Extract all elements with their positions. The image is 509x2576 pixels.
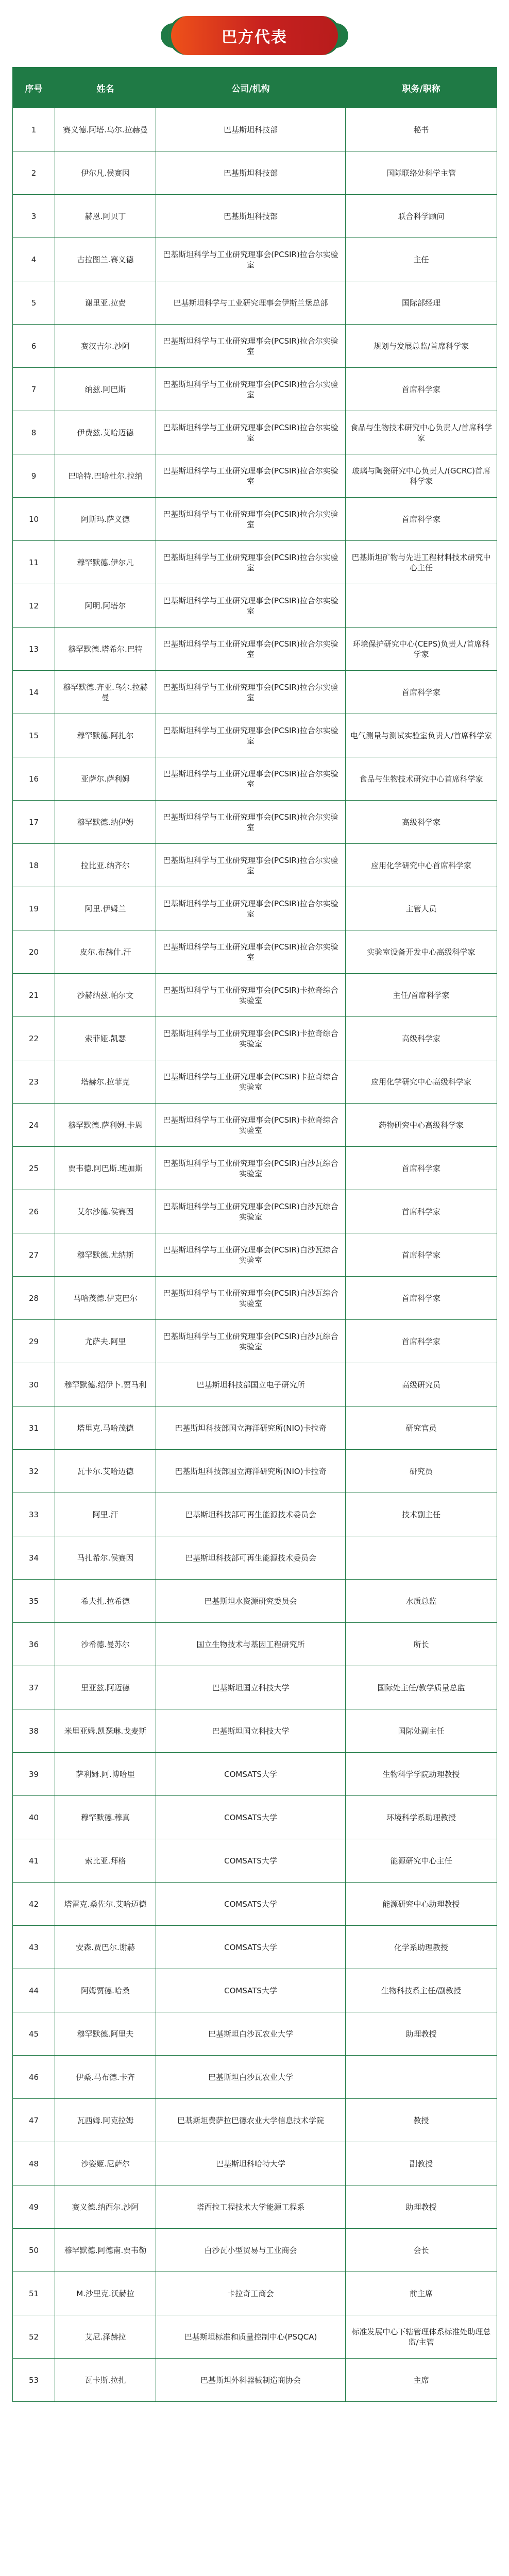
table-row	[13, 628, 497, 671]
cell-organization: 巴基斯坦科学与工业研究理事会(PCSIR)卡拉奇综合实验室	[156, 974, 346, 1017]
cell-name: 赛义德.阿塔.乌尔.拉赫曼	[55, 108, 156, 151]
cell-organization: 巴基斯坦标准和质量控制中心(PSQCA)	[156, 2315, 346, 2359]
table-row	[13, 1969, 497, 2012]
cell-position: 首席科学家	[346, 671, 497, 714]
cell-organization: 巴基斯坦科学与工业研究理事会(PCSIR)卡拉奇综合实验室	[156, 1017, 346, 1060]
table-row	[13, 1926, 497, 1969]
cell-position: 能源研究中心助理教授	[346, 1883, 497, 1926]
cell-name: 赛汉吉尔.沙阿	[55, 325, 156, 368]
cell-position: 国际联络处科学主管	[346, 151, 497, 195]
cell-name: 塔赫尔.拉菲克	[55, 1060, 156, 1104]
cell-index: 38	[13, 1709, 55, 1753]
cell-position: 首席科学家	[346, 1190, 497, 1233]
title-banner	[0, 15, 509, 56]
cell-organization: COMSATS大学	[156, 1839, 346, 1883]
cell-index: 24	[13, 1104, 55, 1147]
cell-name: 沙希德.曼苏尔	[55, 1623, 156, 1666]
table-row	[13, 2012, 497, 2056]
cell-position: 电气测量与测试实验室负责人/首席科学家	[346, 714, 497, 757]
cell-name: 里亚兹.阿迈德	[55, 1666, 156, 1709]
cell-name: 阿里.汗	[55, 1493, 156, 1536]
cell-index: 18	[13, 844, 55, 887]
cell-organization: 国立生物技术与基因工程研究所	[156, 1623, 346, 1666]
table-row	[13, 2185, 497, 2229]
cell-organization: 巴基斯坦费萨拉巴德农业大学信息技术学院	[156, 2099, 346, 2142]
cell-position: 高级研究员	[346, 1363, 497, 1406]
cell-name: 谢里亚.拉费	[55, 281, 156, 325]
table-header-row	[13, 67, 497, 108]
table-row	[13, 1147, 497, 1190]
table-row	[13, 1320, 497, 1363]
cell-name: 塔里克.马哈茂德	[55, 1406, 156, 1450]
cell-position: 联合科学顾问	[346, 195, 497, 238]
cell-name: 穆罕默德.绍伊卜.贾马利	[55, 1363, 156, 1406]
cell-position: 所长	[346, 1623, 497, 1666]
cell-position: 秘书	[346, 108, 497, 151]
cell-organization: 巴基斯坦科学与工业研究理事会(PCSIR)拉合尔实验室	[156, 238, 346, 281]
cell-position: 教授	[346, 2099, 497, 2142]
table-row	[13, 974, 497, 1017]
cell-index: 2	[13, 151, 55, 195]
table-row	[13, 1060, 497, 1104]
table-row	[13, 1363, 497, 1406]
cell-index: 8	[13, 411, 55, 454]
cell-position: 应用化学研究中心高级科学家	[346, 1060, 497, 1104]
cell-organization: 巴基斯坦科学与工业研究理事会(PCSIR)拉合尔实验室	[156, 844, 346, 887]
cell-position: 助理教授	[346, 2185, 497, 2229]
cell-name: 穆罕默德.纳伊姆	[55, 801, 156, 844]
table-row	[13, 2229, 497, 2272]
cell-name: 纳兹.阿巴斯	[55, 368, 156, 411]
table-row	[13, 2359, 497, 2402]
cell-name: 马扎希尔.侯赛因	[55, 1536, 156, 1580]
cell-position: 高级科学家	[346, 801, 497, 844]
cell-name: 沙赫纳兹.帕尔文	[55, 974, 156, 1017]
cell-index: 16	[13, 757, 55, 801]
table-row	[13, 1709, 497, 1753]
cell-index: 29	[13, 1320, 55, 1363]
cell-name: 阿斯玛.萨义德	[55, 498, 156, 541]
table-row	[13, 714, 497, 757]
cell-organization: 巴基斯坦科学与工业研究理事会伊斯兰堡总部	[156, 281, 346, 325]
cell-organization: COMSATS大学	[156, 1969, 346, 2012]
cell-organization: 巴基斯坦科学与工业研究理事会(PCSIR)拉合尔实验室	[156, 930, 346, 974]
cell-organization: 巴基斯坦科学与工业研究理事会(PCSIR)白沙瓦综合实验室	[156, 1147, 346, 1190]
cell-organization: 巴基斯坦科学与工业研究理事会(PCSIR)拉合尔实验室	[156, 801, 346, 844]
table-row	[13, 238, 497, 281]
cell-name: 萨利姆.阿.博哈里	[55, 1753, 156, 1796]
table-row	[13, 887, 497, 930]
table-row	[13, 584, 497, 628]
cell-index: 33	[13, 1493, 55, 1536]
cell-position: 食品与生物技术研究中心首席科学家	[346, 757, 497, 801]
table-row	[13, 930, 497, 974]
cell-position: 高级科学家	[346, 1017, 497, 1060]
cell-index: 21	[13, 974, 55, 1017]
header-name: 姓名	[55, 67, 156, 108]
table-row	[13, 1190, 497, 1233]
table-row	[13, 1839, 497, 1883]
table-row	[13, 1536, 497, 1580]
table-row	[13, 151, 497, 195]
table-body	[13, 108, 497, 2402]
cell-organization: 巴基斯坦科技部	[156, 151, 346, 195]
table-row	[13, 671, 497, 714]
table-row	[13, 1883, 497, 1926]
cell-name: 穆罕默德.塔希尔.巴特	[55, 628, 156, 671]
cell-name: 赛义德.纳西尔.沙阿	[55, 2185, 156, 2229]
cell-organization: 巴基斯坦科学与工业研究理事会(PCSIR)白沙瓦综合实验室	[156, 1277, 346, 1320]
table-row	[13, 498, 497, 541]
cell-position: 主席	[346, 2359, 497, 2402]
cell-organization: 巴基斯坦科技部可再生能源技术委员会	[156, 1536, 346, 1580]
cell-index: 51	[13, 2272, 55, 2315]
cell-name: 穆罕默德.阿扎尔	[55, 714, 156, 757]
cell-name: 索比亚.拜格	[55, 1839, 156, 1883]
cell-organization: 巴基斯坦科学与工业研究理事会(PCSIR)拉合尔实验室	[156, 325, 346, 368]
table-row	[13, 108, 497, 151]
cell-position: 玻璃与陶瓷研究中心负责人/(GCRC)首席科学家	[346, 454, 497, 498]
cell-organization: 巴基斯坦科技部国立电子研究所	[156, 1363, 346, 1406]
table-row	[13, 1104, 497, 1147]
cell-name: 穆罕默德.阿德南.贾韦勒	[55, 2229, 156, 2272]
cell-organization: 巴基斯坦科学与工业研究理事会(PCSIR)拉合尔实验室	[156, 541, 346, 584]
table-row	[13, 2272, 497, 2315]
cell-organization: 巴基斯坦科学与工业研究理事会(PCSIR)卡拉奇综合实验室	[156, 1060, 346, 1104]
cell-organization: 巴基斯坦科学与工业研究理事会(PCSIR)拉合尔实验室	[156, 498, 346, 541]
cell-name: 拉比亚.纳齐尔	[55, 844, 156, 887]
cell-position: 副教授	[346, 2142, 497, 2185]
header-position: 职务/职称	[346, 67, 497, 108]
cell-organization: 巴基斯坦白沙瓦农业大学	[156, 2012, 346, 2056]
cell-position: 生物科技系主任/副教授	[346, 1969, 497, 2012]
cell-organization: 巴基斯坦科学与工业研究理事会(PCSIR)拉合尔实验室	[156, 368, 346, 411]
cell-position: 规划与发展总监/首席科学家	[346, 325, 497, 368]
cell-name: M.沙里克.沃赫拉	[55, 2272, 156, 2315]
cell-position: 研究官员	[346, 1406, 497, 1450]
cell-name: 沙姿姬.尼萨尔	[55, 2142, 156, 2185]
cell-organization: 巴基斯坦国立科技大学	[156, 1709, 346, 1753]
cell-position: 国际部经理	[346, 281, 497, 325]
cell-name: 瓦西姆.阿克拉姆	[55, 2099, 156, 2142]
cell-name: 穆罕默德.齐亚.乌尔.拉赫曼	[55, 671, 156, 714]
cell-name: 阿明.阿塔尔	[55, 584, 156, 628]
table-row	[13, 2142, 497, 2185]
cell-name: 皮尔.布赫什.汗	[55, 930, 156, 974]
cell-index: 44	[13, 1969, 55, 2012]
cell-name: 古拉图兰.赛义德	[55, 238, 156, 281]
cell-index: 31	[13, 1406, 55, 1450]
cell-index: 32	[13, 1450, 55, 1493]
cell-position	[346, 1536, 497, 1580]
cell-index: 36	[13, 1623, 55, 1666]
cell-index: 27	[13, 1233, 55, 1277]
table-row	[13, 1753, 497, 1796]
cell-position: 首席科学家	[346, 1147, 497, 1190]
table-row	[13, 1017, 497, 1060]
table-row	[13, 1623, 497, 1666]
table-row	[13, 844, 497, 887]
cell-index: 28	[13, 1277, 55, 1320]
cell-index: 52	[13, 2315, 55, 2359]
cell-organization: 巴基斯坦科技部国立海洋研究所(NIO)卡拉奇	[156, 1450, 346, 1493]
cell-index: 10	[13, 498, 55, 541]
cell-organization: 巴基斯坦科学与工业研究理事会(PCSIR)拉合尔实验室	[156, 584, 346, 628]
cell-position: 会长	[346, 2229, 497, 2272]
table-row	[13, 801, 497, 844]
cell-name: 艾尔沙德.侯赛因	[55, 1190, 156, 1233]
table-row	[13, 1796, 497, 1839]
cell-organization: 巴基斯坦科哈特大学	[156, 2142, 346, 2185]
cell-index: 37	[13, 1666, 55, 1709]
cell-index: 30	[13, 1363, 55, 1406]
cell-index: 17	[13, 801, 55, 844]
cell-position: 国际处副主任	[346, 1709, 497, 1753]
cell-name: 赫恩.阿贝丁	[55, 195, 156, 238]
cell-organization: 巴基斯坦科学与工业研究理事会(PCSIR)拉合尔实验室	[156, 671, 346, 714]
cell-organization: 巴基斯坦科学与工业研究理事会(PCSIR)拉合尔实验室	[156, 454, 346, 498]
cell-index: 39	[13, 1753, 55, 1796]
cell-name: 索菲娅.凯瑟	[55, 1017, 156, 1060]
cell-position: 助理教授	[346, 2012, 497, 2056]
cell-organization: 巴基斯坦科技部可再生能源技术委员会	[156, 1493, 346, 1536]
cell-name: 穆罕默德.穆真	[55, 1796, 156, 1839]
cell-index: 48	[13, 2142, 55, 2185]
table-row	[13, 281, 497, 325]
table-row	[13, 195, 497, 238]
cell-index: 13	[13, 628, 55, 671]
cell-position: 巴基斯坦矿物与先进工程材料技术研究中心主任	[346, 541, 497, 584]
cell-index: 6	[13, 325, 55, 368]
cell-index: 15	[13, 714, 55, 757]
cell-position: 研究员	[346, 1450, 497, 1493]
cell-index: 49	[13, 2185, 55, 2229]
cell-name: 贾韦德.阿巴斯.班加斯	[55, 1147, 156, 1190]
cell-organization: 巴基斯坦科学与工业研究理事会(PCSIR)白沙瓦综合实验室	[156, 1233, 346, 1277]
cell-index: 42	[13, 1883, 55, 1926]
cell-name: 塔雷克.桑佐尔.艾哈迈德	[55, 1883, 156, 1926]
table-row	[13, 1233, 497, 1277]
cell-name: 米里亚姆.凯瑟琳.戈麦斯	[55, 1709, 156, 1753]
cell-organization: 巴基斯坦科学与工业研究理事会(PCSIR)卡拉奇综合实验室	[156, 1104, 346, 1147]
cell-position: 药物研究中心高级科学家	[346, 1104, 497, 1147]
cell-index: 4	[13, 238, 55, 281]
cell-name: 阿里.伊姆兰	[55, 887, 156, 930]
cell-name: 亚萨尔.萨利姆	[55, 757, 156, 801]
cell-organization: 巴基斯坦科学与工业研究理事会(PCSIR)拉合尔实验室	[156, 714, 346, 757]
cell-index: 46	[13, 2056, 55, 2099]
cell-position: 化学系助理教授	[346, 1926, 497, 1969]
cell-organization: 巴基斯坦科学与工业研究理事会(PCSIR)拉合尔实验室	[156, 628, 346, 671]
cell-position: 标准发展中心下辖管理体系标准处助理总监/主管	[346, 2315, 497, 2359]
cell-index: 43	[13, 1926, 55, 1969]
page-title: 巴方代表	[222, 28, 287, 46]
cell-index: 22	[13, 1017, 55, 1060]
cell-organization: 巴基斯坦水资源研究委员会	[156, 1580, 346, 1623]
cell-index: 9	[13, 454, 55, 498]
cell-position: 首席科学家	[346, 1277, 497, 1320]
cell-index: 11	[13, 541, 55, 584]
representatives-table	[12, 67, 497, 2402]
cell-position: 生物科学学院助理教授	[346, 1753, 497, 1796]
cell-organization: 巴基斯坦外科器械制造商协会	[156, 2359, 346, 2402]
cell-index: 35	[13, 1580, 55, 1623]
cell-organization: 巴基斯坦科学与工业研究理事会(PCSIR)拉合尔实验室	[156, 757, 346, 801]
table-row	[13, 2056, 497, 2099]
cell-position	[346, 2056, 497, 2099]
table-row	[13, 325, 497, 368]
cell-position: 前主席	[346, 2272, 497, 2315]
cell-position: 主任	[346, 238, 497, 281]
cell-name: 希夫扎.拉希德	[55, 1580, 156, 1623]
cell-organization: 卡拉奇工商会	[156, 2272, 346, 2315]
cell-name: 伊桑.马布德.卡齐	[55, 2056, 156, 2099]
cell-name: 伊尔凡.侯赛因	[55, 151, 156, 195]
cell-name: 穆罕默德.尤纳斯	[55, 1233, 156, 1277]
cell-name: 瓦卡尔.艾哈迈德	[55, 1450, 156, 1493]
cell-name: 艾尼.泽赫拉	[55, 2315, 156, 2359]
header-index: 序号	[13, 67, 55, 108]
cell-organization: COMSATS大学	[156, 1753, 346, 1796]
cell-organization: COMSATS大学	[156, 1796, 346, 1839]
cell-name: 巴哈特.巴哈杜尔.拉纳	[55, 454, 156, 498]
cell-index: 23	[13, 1060, 55, 1104]
table-row	[13, 368, 497, 411]
cell-index: 14	[13, 671, 55, 714]
cell-position: 首席科学家	[346, 1233, 497, 1277]
cell-position: 能源研究中心主任	[346, 1839, 497, 1883]
cell-organization: COMSATS大学	[156, 1883, 346, 1926]
table-row	[13, 1493, 497, 1536]
cell-organization: 巴基斯坦科技部	[156, 195, 346, 238]
cell-index: 53	[13, 2359, 55, 2402]
cell-organization: 巴基斯坦白沙瓦农业大学	[156, 2056, 346, 2099]
cell-name: 瓦卡斯.拉扎	[55, 2359, 156, 2402]
cell-index: 3	[13, 195, 55, 238]
cell-index: 50	[13, 2229, 55, 2272]
cell-name: 尤萨夫.阿里	[55, 1320, 156, 1363]
header-organization: 公司/机构	[156, 67, 346, 108]
cell-index: 40	[13, 1796, 55, 1839]
cell-index: 5	[13, 281, 55, 325]
table-row	[13, 411, 497, 454]
table-row	[13, 2315, 497, 2359]
cell-index: 26	[13, 1190, 55, 1233]
cell-name: 马哈茂德.伊克巴尔	[55, 1277, 156, 1320]
cell-name: 伊费兹.艾哈迈德	[55, 411, 156, 454]
cell-index: 12	[13, 584, 55, 628]
cell-position: 国际处主任/教学质量总监	[346, 1666, 497, 1709]
cell-name: 穆罕默德.阿里夫	[55, 2012, 156, 2056]
cell-organization: 巴基斯坦科技部国立海洋研究所(NIO)卡拉奇	[156, 1406, 346, 1450]
cell-index: 45	[13, 2012, 55, 2056]
cell-position: 首席科学家	[346, 498, 497, 541]
cell-index: 1	[13, 108, 55, 151]
cell-index: 41	[13, 1839, 55, 1883]
cell-position: 首席科学家	[346, 1320, 497, 1363]
cell-organization: 巴基斯坦科学与工业研究理事会(PCSIR)拉合尔实验室	[156, 887, 346, 930]
cell-index: 20	[13, 930, 55, 974]
cell-name: 阿姆贾德.哈桑	[55, 1969, 156, 2012]
table-row	[13, 541, 497, 584]
cell-position: 水质总监	[346, 1580, 497, 1623]
table-row	[13, 757, 497, 801]
cell-name: 穆罕默德.伊尔凡	[55, 541, 156, 584]
cell-index: 19	[13, 887, 55, 930]
cell-organization: 白沙瓦小型贸易与工业商会	[156, 2229, 346, 2272]
cell-organization: COMSATS大学	[156, 1926, 346, 1969]
cell-index: 7	[13, 368, 55, 411]
cell-position	[346, 584, 497, 628]
cell-index: 34	[13, 1536, 55, 1580]
cell-position: 实验室设备开发中心高级科学家	[346, 930, 497, 974]
title-pill	[168, 16, 341, 55]
table-row	[13, 2099, 497, 2142]
cell-organization: 巴基斯坦国立科技大学	[156, 1666, 346, 1709]
cell-name: 穆罕默德.萨利姆.卡恩	[55, 1104, 156, 1147]
cell-organization: 巴基斯坦科学与工业研究理事会(PCSIR)拉合尔实验室	[156, 411, 346, 454]
cell-position: 环境保护研究中心(CEPS)负责人/首席科学家	[346, 628, 497, 671]
cell-position: 主任/首席科学家	[346, 974, 497, 1017]
table-row	[13, 1406, 497, 1450]
cell-index: 47	[13, 2099, 55, 2142]
cell-organization: 巴基斯坦科学与工业研究理事会(PCSIR)白沙瓦综合实验室	[156, 1190, 346, 1233]
cell-organization: 巴基斯坦科技部	[156, 108, 346, 151]
cell-index: 25	[13, 1147, 55, 1190]
table-row	[13, 1277, 497, 1320]
cell-position: 食品与生物技术研究中心负责人/首席科学家	[346, 411, 497, 454]
table-row	[13, 1580, 497, 1623]
cell-position: 主管人员	[346, 887, 497, 930]
cell-position: 环境科学系助理教授	[346, 1796, 497, 1839]
cell-position: 首席科学家	[346, 368, 497, 411]
cell-organization: 巴基斯坦科学与工业研究理事会(PCSIR)白沙瓦综合实验室	[156, 1320, 346, 1363]
cell-position: 应用化学研究中心首席科学家	[346, 844, 497, 887]
table-row	[13, 1666, 497, 1709]
table-row	[13, 1450, 497, 1493]
cell-name: 安森.贾巴尔.谢赫	[55, 1926, 156, 1969]
table-row	[13, 454, 497, 498]
cell-organization: 塔西拉工程技术大学能源工程系	[156, 2185, 346, 2229]
cell-position: 技术副主任	[346, 1493, 497, 1536]
